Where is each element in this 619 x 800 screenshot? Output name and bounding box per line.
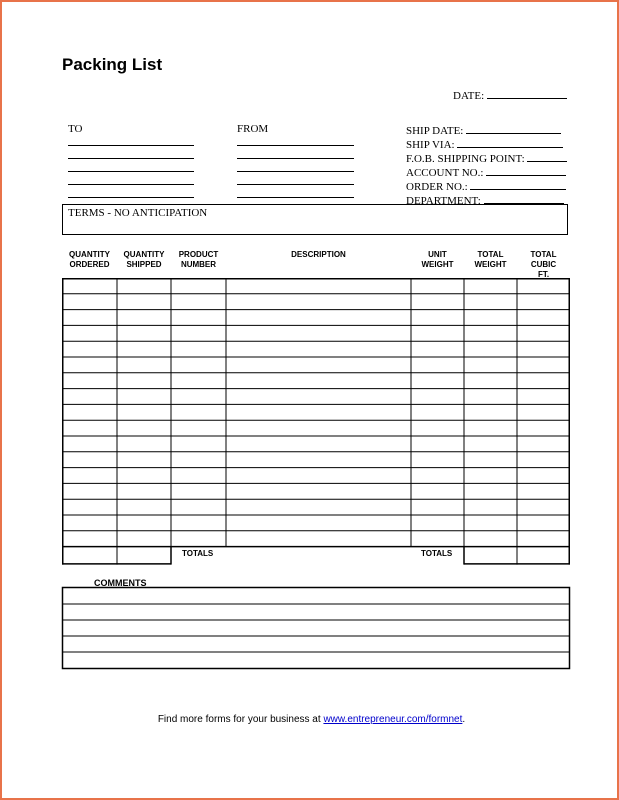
header-text: SHIPPED: [126, 260, 162, 269]
header-text: WEIGHT: [474, 260, 507, 269]
totals-label-left: TOTALS: [182, 549, 214, 558]
account-blank[interactable]: [486, 165, 566, 176]
ship-date-label: SHIP DATE:: [406, 125, 464, 137]
ship-via-label: SHIP VIA:: [406, 139, 455, 151]
account-label: ACCOUNT NO.:: [406, 167, 484, 179]
items-table[interactable]: [62, 278, 570, 566]
header-unit-weight: [411, 250, 464, 270]
comments-box[interactable]: [2, 586, 619, 686]
fob-blank[interactable]: [527, 151, 567, 162]
ship-via-blank[interactable]: [457, 137, 563, 148]
footer-text: Find more forms for your business at: [157, 714, 324, 725]
header-text: TOTAL: [477, 250, 504, 259]
header-text: UNIT: [428, 250, 447, 259]
header-qty-ordered: [62, 250, 117, 270]
comments-label: COMMENTS: [94, 578, 147, 588]
header-text: FT.: [537, 270, 550, 279]
to-line[interactable]: [68, 172, 194, 185]
ship-date-blank[interactable]: [466, 123, 561, 134]
terms-label: TERMS - NO ANTICIPATION: [68, 207, 208, 219]
date-field[interactable]: [453, 88, 567, 102]
header-product-number: [171, 250, 226, 270]
header-description: [226, 250, 411, 260]
entrepreneur-link[interactable]: www.entrepreneur.com/formnet: [323, 714, 463, 725]
header-text: ORDERED: [69, 260, 110, 269]
to-line[interactable]: [68, 146, 194, 159]
items-grid-lines: [62, 278, 570, 566]
date-label: DATE:: [453, 90, 485, 102]
header-text: PRODUCT: [178, 250, 219, 259]
to-address-lines[interactable]: [68, 133, 194, 198]
ship-date-row[interactable]: [406, 123, 567, 137]
from-line[interactable]: [237, 133, 354, 146]
totals-label-right: TOTALS: [421, 549, 453, 558]
department-blank[interactable]: [484, 193, 564, 204]
footer-end: .: [462, 714, 466, 725]
header-text: CUBIC: [530, 260, 557, 269]
terms-box[interactable]: [62, 204, 568, 235]
from-line[interactable]: [237, 159, 354, 172]
order-row[interactable]: [406, 179, 567, 193]
from-label: FROM: [237, 123, 269, 135]
fob-label: F.O.B. SHIPPING POINT:: [406, 153, 525, 165]
header-total-weight: [464, 250, 517, 270]
fob-row[interactable]: [406, 151, 567, 165]
date-blank[interactable]: [487, 88, 567, 99]
header-text: WEIGHT: [421, 260, 454, 269]
department-label: DEPARTMENT:: [406, 195, 481, 207]
header-total-cubic-ft: [517, 250, 570, 280]
to-line[interactable]: [68, 185, 194, 198]
from-line[interactable]: [237, 172, 354, 185]
header-text: QUANTITY: [123, 250, 165, 259]
order-blank[interactable]: [470, 179, 566, 190]
shipping-info: [406, 123, 567, 207]
from-address-lines[interactable]: [237, 133, 354, 198]
header-text: QUANTITY: [69, 250, 110, 259]
header-text: NUMBER: [180, 260, 217, 269]
footer: [2, 714, 619, 725]
page-title: Packing List: [62, 55, 163, 74]
to-line[interactable]: [68, 133, 194, 146]
to-line[interactable]: [68, 159, 194, 172]
order-label: ORDER NO.:: [406, 181, 468, 193]
from-line[interactable]: [237, 146, 354, 159]
from-line[interactable]: [237, 185, 354, 198]
header-text: TOTAL: [530, 250, 557, 259]
header-qty-shipped: [117, 250, 171, 270]
ship-via-row[interactable]: [406, 137, 567, 151]
to-label: TO: [68, 123, 83, 135]
header-text: DESCRIPTION: [291, 250, 346, 259]
account-row[interactable]: [406, 165, 567, 179]
